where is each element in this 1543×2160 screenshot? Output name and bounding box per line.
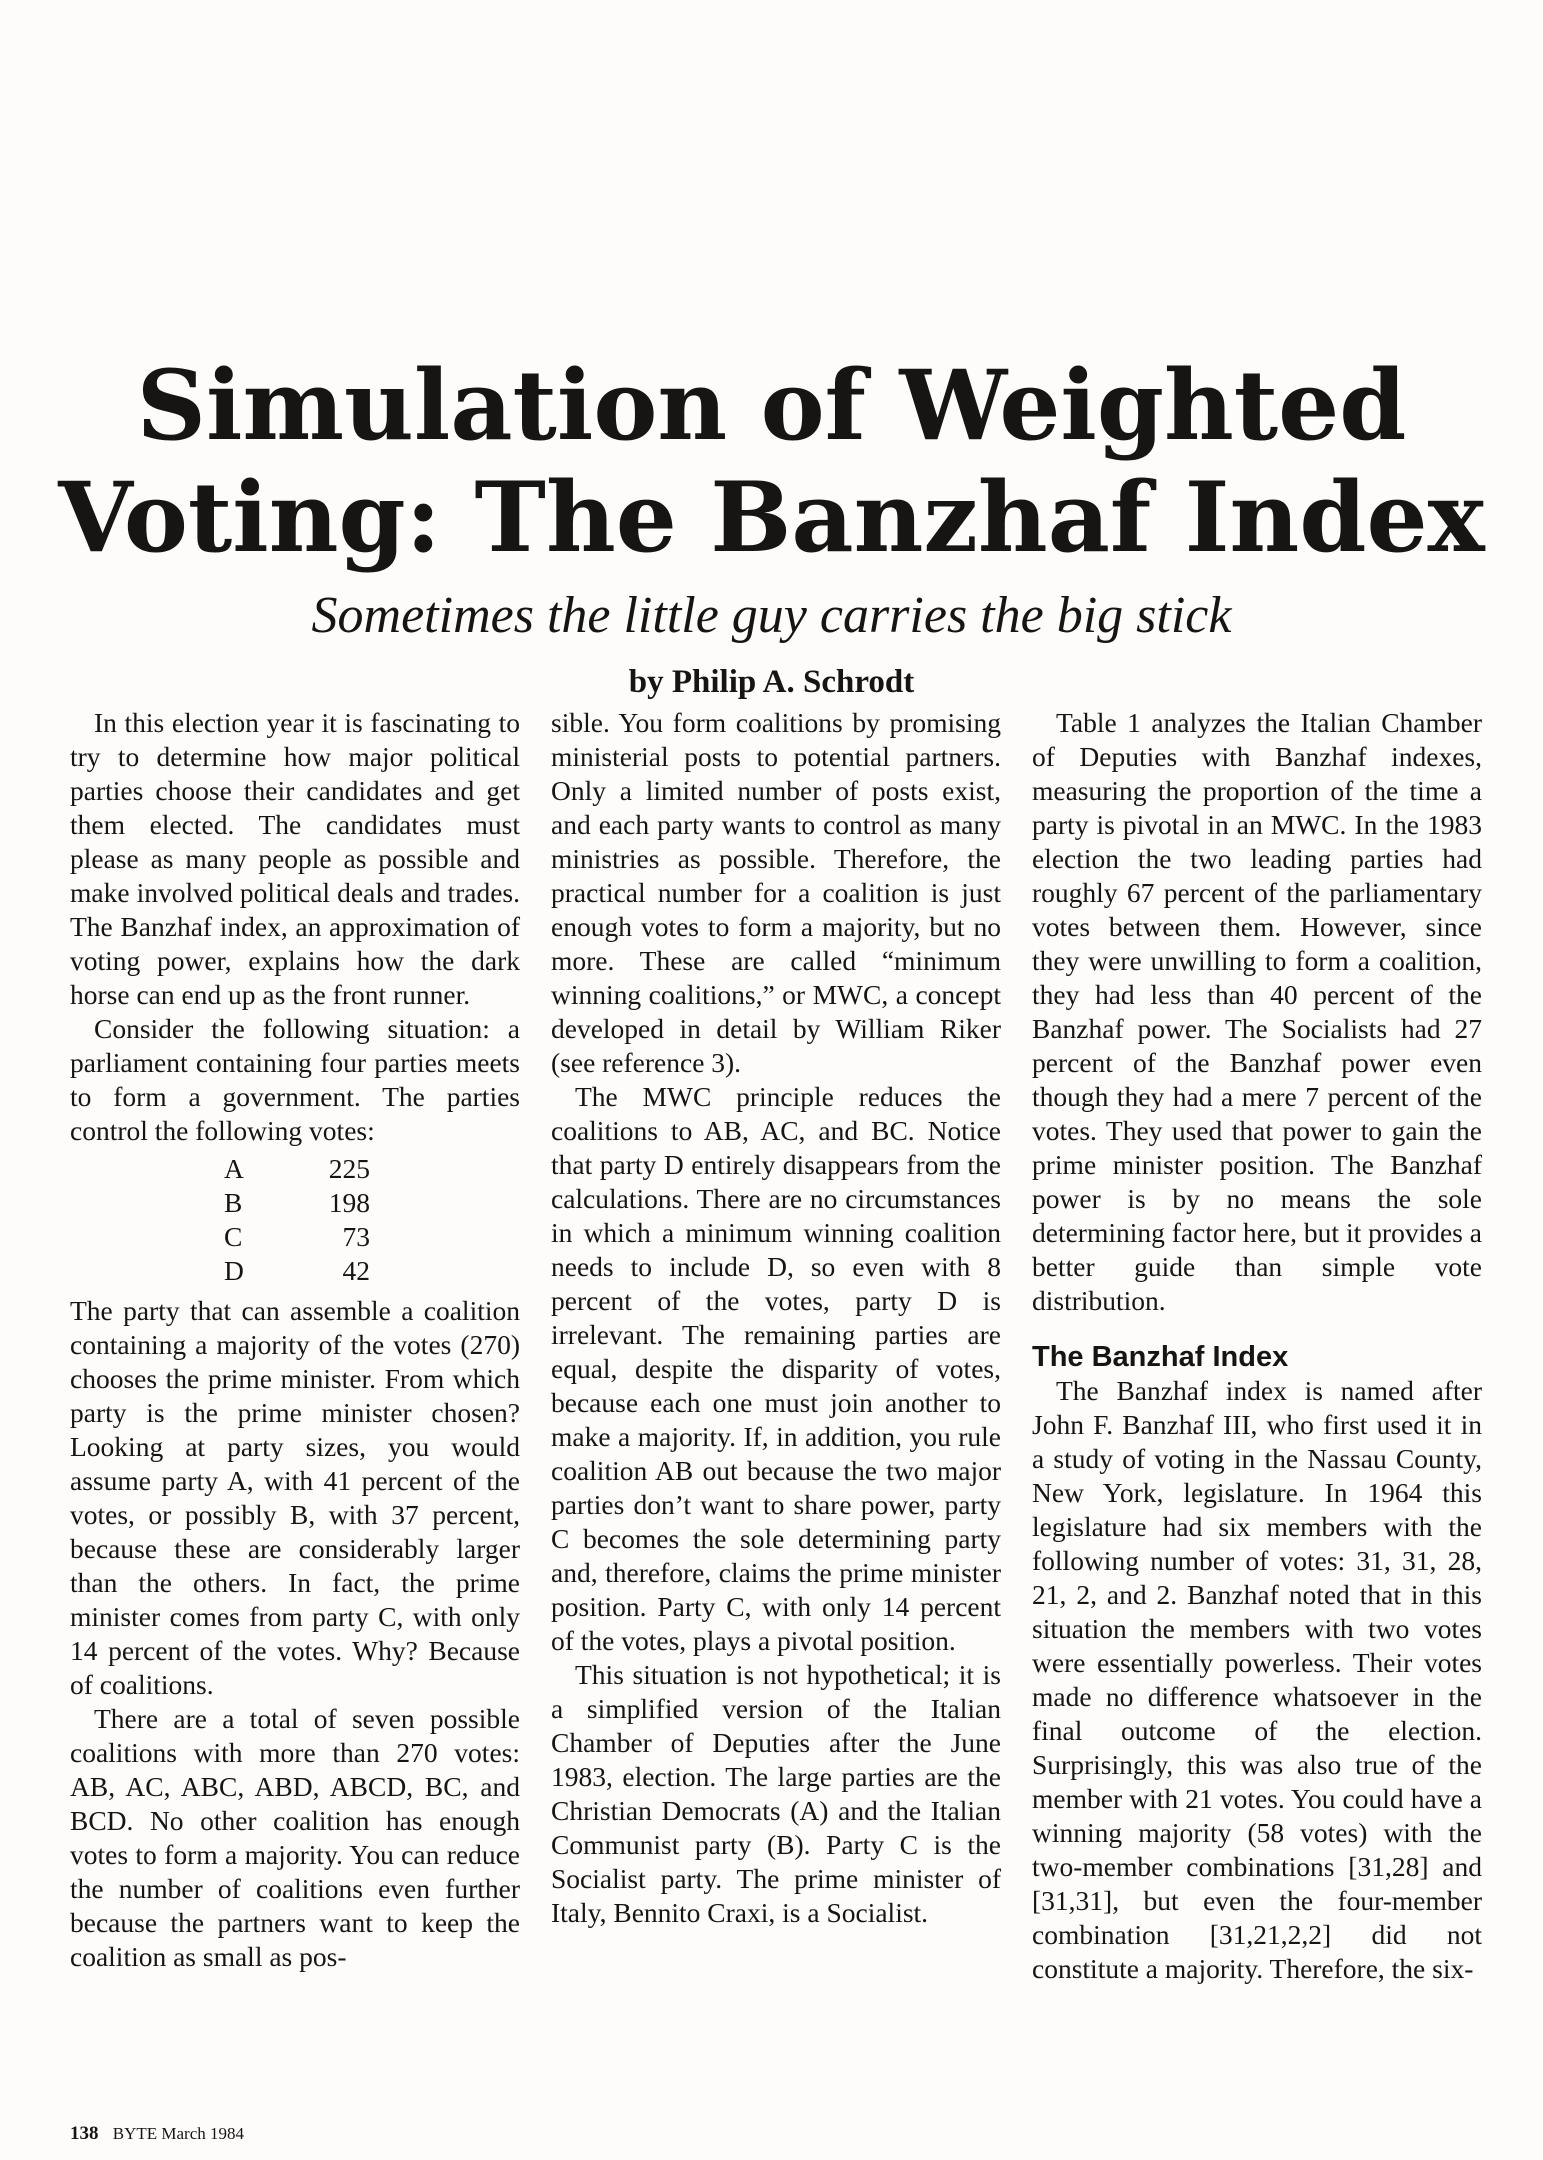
party-votes: 73 [342, 1221, 370, 1252]
page-number: 138 [70, 2123, 99, 2144]
title-line-1: Simulation of Weighted [136, 349, 1407, 462]
byline: by Philip A. Schrodt [628, 664, 915, 700]
paragraph: The party that can assemble a coalition containing a majority of the votes (270) chooses the prime minister. From which party is the prime minister chosen? Looking at party sizes, you would assume party A, with 41 percent of the votes, or possibly B, with 37 percent, because these are considerably larger than the others. In fact, the prime minister comes from party C, with only 14 percent of the votes. Why? Because of coalitions. [70, 1295, 520, 1700]
paragraph: The MWC principle reduces the coalitions to AB, AC, and BC. Notice that party D entirely disappears from the calculations. There are no circumstances in which a minimum winning coalition needs to include D, so even with 8 percent of the votes, party D is irrelevant. The remaining parties are equal, despite the disparity of votes, because each one must join another to make a majority. If, in addition, you rule coalition AB out because the two major parties don’t want to share power, party C becomes the sole determining party and, therefore, claims the prime minister position. Party C, with only 14 percent of the votes, plays a pivotal position. [551, 1081, 1001, 1656]
party-votes: 42 [342, 1255, 370, 1286]
party-label: B [224, 1187, 243, 1218]
party-label: A [224, 1153, 244, 1184]
section-heading: The Banzhaf Index [1032, 1341, 1289, 1373]
table-row [224, 1186, 370, 1220]
party-label: C [224, 1221, 243, 1252]
article-title [0, 350, 1543, 574]
article-subtitle: Sometimes the little guy carries the big stick [311, 587, 1232, 644]
column-3 [1032, 706, 1482, 1986]
paragraph: This situation is not hypothetical; it is a simplified version of the Italian Chamber of Deputies after the June 1983, election. The large parties are the Christian Democrats (A) and the Italian Communist party (B). Party C is the Socialist party. The prime minister of Italy, Bennito Craxi, is a Socialist. [551, 1659, 1001, 1928]
table-row [224, 1254, 370, 1288]
paragraph: Consider the following situation: a parliament containing four parties meets to form a government. The parties control the following votes: [70, 1013, 520, 1146]
page-footer [70, 2124, 244, 2144]
column-2 [551, 706, 1001, 1930]
paragraph: In this election year it is fascinating to try to determine how major political parties choose their candidates and get them elected. The candidates must please as many people as possible and make involved political deals and trades. The Banzhaf index, an approximation of voting power, explains how the dark horse can end up as the front runner. [70, 707, 520, 1010]
party-label: D [224, 1255, 244, 1286]
table-row [224, 1152, 370, 1186]
paragraph: The Banzhaf index is named after John F. Banzhaf III, who first used it in a study of voting in the Nassau County, New York, legislature. In 1964 this legislature had six members with the following number of votes: 31, 31, 28, 21, 2, and 2. Banzhaf noted that in this situation the members with two votes were essentially powerless. Their votes made no difference whatsoever in the final outcome of the election. Surprisingly, this was also true of the member with 21 votes. You could have a winning majority (58 votes) with the two-member combinations [31,28] and [31,31], but even the four-member combination [31,21,2,2] did not constitute a majority. Therefore, the six- [1032, 1375, 1482, 1984]
party-votes-table [224, 1152, 370, 1288]
party-votes: 198 [328, 1187, 370, 1218]
paragraph: There are a total of seven possible coalitions with more than 270 votes: AB, AC, ABC, ABD, ABCD, BC, and BCD. No other coalition has enough votes to form a majority. You can reduce the number of coalitions even further because the partners want to keep the coalition as small as pos- [70, 1703, 520, 1972]
column-1 [70, 706, 520, 1974]
paragraph: sible. You form coalitions by promising ministerial posts to potential partners. Only a limited number of posts exist, and each party wants to control as many ministries as possible. Therefore, the practical number for a coalition is just enough votes to form a majority, but no more. These are called “minimum winning coalitions,” or MWC, a concept developed in detail by William Riker (see reference 3). [551, 707, 1001, 1078]
party-votes: 225 [328, 1153, 370, 1184]
title-line-2: Voting: The Banzhaf Index [58, 461, 1485, 574]
table-row [224, 1220, 370, 1254]
paragraph: Table 1 analyzes the Italian Chamber of Deputies with Banzhaf indexes, measuring the proportion of the time a party is pivotal in an MWC. In the 1983 election the two leading parties had roughly 67 percent of the parliamentary votes between them. However, since they were unwilling to form a coalition, they had less than 40 percent of the Banzhaf power. The Socialists had 27 percent of the Banzhaf power even though they had a mere 7 percent of the votes. They used that power to gain the prime minister position. The Banzhaf power is by no means the sole determining factor here, but it provides a better guide than simple vote distribution. [1032, 707, 1482, 1316]
publication-info: BYTE March 1984 [112, 2124, 245, 2143]
